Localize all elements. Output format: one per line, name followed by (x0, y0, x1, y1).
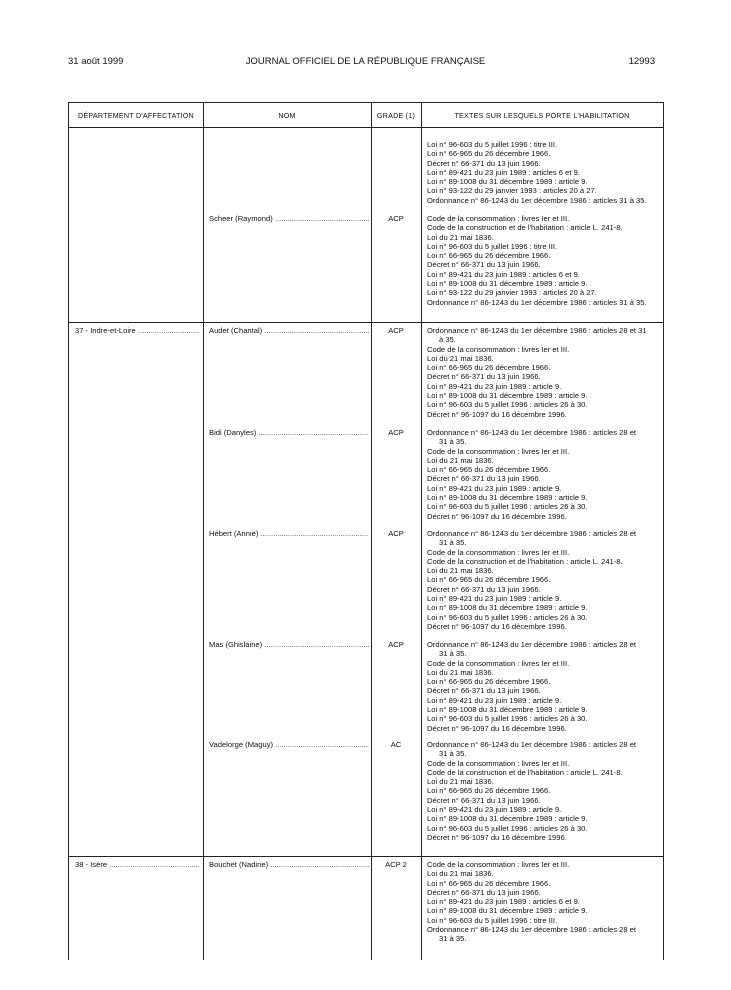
grade-cell (371, 529, 421, 538)
legal-text-line: Loi n° 66-965 du 26 décembre 1966. (427, 363, 551, 373)
texts-cell (427, 740, 659, 842)
table-header (69, 103, 663, 128)
legal-text-line: Loi n° 96-603 du 5 juillet 1996 : titre III. (427, 241, 558, 251)
legal-text-line: Loi n° 89-1008 du 31 décembre 1989 : article 9. (427, 814, 588, 824)
name-cell-text: Bidi (Danyles) (209, 428, 257, 437)
legal-text-line: Loi du 21 mai 1836. (427, 353, 494, 363)
grade-cell-text: ACP 2 (385, 860, 407, 869)
legal-text-line: 31 à 35. (439, 649, 467, 659)
legal-text-line: Décret n° 66-371 du 13 juin 1966. (427, 474, 541, 484)
legal-text-line: Loi n° 66-965 du 26 décembre 1966. (427, 786, 551, 796)
grade-cell-text: ACP (388, 640, 404, 649)
legal-text-line: Code de la consommation : livres Ier et III. (427, 344, 570, 354)
legal-text-line: Décret n° 66-371 du 13 juin 1966. (427, 372, 541, 382)
legal-text-line: Loi n° 89-421 du 23 juin 1989 : article 9. (427, 594, 562, 604)
legal-text-line: Décret n° 66-371 du 13 juin 1966. (427, 686, 541, 696)
grade-cell (371, 428, 421, 437)
column-divider (203, 103, 204, 960)
header-date: 31 août 1999 (68, 56, 124, 67)
name-cell (209, 529, 369, 538)
legal-text-line: Loi du 21 mai 1836. (427, 667, 494, 677)
legal-text-line: Décret n° 66-371 du 13 juin 1966. (427, 260, 541, 270)
legal-text-line: Loi n° 96-603 du 5 juillet 1996 : articles 26 à 30. (427, 714, 588, 724)
department-separator (69, 322, 663, 323)
department-separator (69, 856, 663, 857)
legal-text-line: Loi du 21 mai 1836. (427, 777, 494, 787)
name-cell-text: Audet (Chantal) (209, 326, 263, 335)
grade-cell (371, 214, 421, 223)
legal-text-line: Loi n° 89-1008 du 31 décembre 1989 : article 9. (427, 603, 588, 613)
name-cell-text: Vadelorge (Maguy) (209, 740, 274, 749)
texts-cell (427, 860, 659, 944)
legal-text-line: Loi n° 93-122 du 29 janvier 1993 : articles 20 à 27. (427, 288, 597, 298)
legal-text-line: Loi n° 96-603 du 5 juillet 1996 : titre III. (427, 140, 558, 149)
grade-cell (371, 860, 421, 869)
legal-text-line: Code de la consommation : livres Ier et III. (427, 214, 570, 223)
legal-text-line: Loi n° 66-965 du 26 décembre 1966. (427, 677, 551, 687)
legal-text-line: Ordonnance n° 86-1243 du 1er décembre 1986 : articles 28 et (427, 640, 637, 649)
legal-text-line: Loi n° 89-421 du 23 juin 1989 : articles 6 et 9. (427, 897, 580, 907)
legal-text-line: Loi n° 89-1008 du 31 décembre 1989 : article 9. (427, 493, 588, 503)
legal-text-line: Code de la consommation : livres Ier et III. (427, 658, 570, 668)
department-cell-text: 37 - Indre-et-Loire (75, 326, 136, 335)
grade-cell (371, 740, 421, 749)
name-cell-text: Mas (Ghislaine) (209, 640, 263, 649)
legal-text-line: 31 à 35. (439, 934, 467, 944)
legal-text-line: Ordonnance n° 86-1243 du 1er décembre 1986 : articles 31 à 35. (427, 195, 647, 205)
legal-text-line: Loi n° 89-421 du 23 juin 1989 : article 9. (427, 695, 562, 705)
legal-text-line: Loi n° 96-603 du 5 juillet 1996 : articles 26 à 30. (427, 502, 588, 512)
legal-text-line: Loi n° 89-421 du 23 juin 1989 : articles 6 et 9. (427, 167, 580, 177)
legal-text-line: Code de la construction et de l'habitation : article L. 241-8. (427, 223, 623, 233)
texts-cell (427, 140, 659, 205)
legal-text-line: Loi n° 89-1008 du 31 décembre 1989 : article 9. (427, 391, 588, 401)
legal-text-line: Décret n° 66-371 du 13 juin 1966. (427, 887, 541, 897)
texts-cell (427, 640, 659, 733)
texts-cell (427, 214, 659, 307)
legal-text-line: Loi du 21 mai 1836. (427, 566, 494, 576)
legal-text-line: 31 à 35. (439, 538, 467, 548)
grade-cell (371, 640, 421, 649)
legal-text-line: Loi n° 89-1008 du 31 décembre 1989 : article 9. (427, 906, 588, 916)
legal-text-line: Loi n° 89-421 du 23 juin 1989 : article 9. (427, 381, 562, 391)
page-number: 12993 (628, 56, 655, 67)
name-cell-text: Bouchet (Nadine) (209, 860, 269, 869)
legal-text-line: Loi n° 89-421 du 23 juin 1989 : article 9. (427, 805, 562, 815)
legal-text-line: Décret n° 96-1097 du 16 décembre 1996. (427, 621, 567, 631)
legal-text-line: Loi n° 89-421 du 23 juin 1989 : article 9. (427, 483, 562, 493)
legal-text-line: Loi n° 66-965 du 26 décembre 1966. (427, 465, 551, 475)
journal-title: JOURNAL OFFICIEL DE LA RÉPUBLIQUE FRANÇAISE (245, 56, 486, 67)
grade-cell-text: ACP (388, 214, 404, 223)
name-cell (209, 860, 369, 869)
legal-text-line: Ordonnance n° 86-1243 du 1er décembre 1986 : articles 28 et (427, 428, 637, 437)
name-cell (209, 740, 369, 749)
column-header-textes: TEXTES SUR LESQUELS PORTE L'HABILITATION (454, 111, 630, 120)
legal-text-line: Loi n° 66-965 du 26 décembre 1966. (427, 149, 551, 159)
legal-text-line: Loi du 21 mai 1836. (427, 455, 494, 465)
name-cell-text: Scheer (Raymond) (209, 214, 273, 223)
legal-text-line: Code de la consommation : livres Ier et III. (427, 547, 570, 557)
name-cell (209, 214, 369, 223)
legal-text-line: Décret n° 66-371 du 13 juin 1966. (427, 795, 541, 805)
legal-text-line: Décret n° 66-371 du 13 juin 1966. (427, 584, 541, 594)
legal-text-line: Ordonnance n° 86-1243 du 1er décembre 1986 : articles 28 et (427, 925, 637, 935)
legal-text-line: Loi n° 89-421 du 23 juin 1989 : articles 6 et 9. (427, 269, 580, 279)
grade-cell-text: ACP (388, 529, 404, 538)
legal-text-line: Code de la consommation : livres Ier et III. (427, 758, 570, 768)
department-cell (75, 326, 199, 335)
legal-text-line: Code de la consommation : livres Ier et III. (427, 446, 570, 456)
legal-text-line: 31 à 35. (439, 437, 467, 447)
legal-text-line: Ordonnance n° 86-1243 du 1er décembre 1986 : articles 28 et (427, 529, 637, 538)
legal-text-line: Loi n° 93-122 du 29 janvier 1993 : articles 20 à 27. (427, 186, 597, 196)
department-cell (75, 860, 199, 869)
grade-cell (371, 326, 421, 335)
legal-text-line: Code de la construction et de l'habitation : article L. 241-8. (427, 767, 623, 777)
legal-text-line: Loi n° 66-965 du 26 décembre 1966. (427, 878, 551, 888)
texts-cell (427, 529, 659, 631)
legal-text-line: Loi n° 96-603 du 5 juillet 1996 : articles 26 à 30. (427, 400, 588, 410)
department-cell-text: 38 - Isère (75, 860, 108, 869)
legal-text-line: Loi n° 96-603 du 5 juillet 1996 : titre III. (427, 915, 558, 925)
legal-text-line: Ordonnance n° 86-1243 du 1er décembre 1986 : articles 28 et 31 (427, 326, 647, 335)
column-header-departement: DÉPARTEMENT D'AFFECTATION (78, 111, 194, 120)
legal-text-line: Ordonnance n° 86-1243 du 1er décembre 1986 : articles 31 à 35. (427, 297, 647, 307)
legal-text-line: Loi n° 89-1008 du 31 décembre 1989 : article 9. (427, 177, 588, 187)
grade-cell-text: AC (390, 740, 402, 749)
legal-text-line: Loi n° 89-1008 du 31 décembre 1989 : article 9. (427, 705, 588, 715)
texts-cell (427, 428, 659, 521)
legal-text-line: Loi du 21 mai 1836. (427, 232, 494, 242)
legal-text-line: Loi du 21 mai 1836. (427, 869, 494, 879)
legal-text-line: Loi n° 96-603 du 5 juillet 1996 : articles 26 à 30. (427, 823, 588, 833)
name-cell-text: Hébert (Annie) (209, 529, 259, 538)
legal-text-line: Code de la consommation : livres Ier et III. (427, 860, 570, 869)
column-header-grade: GRADE (1) (376, 111, 416, 120)
texts-cell (427, 326, 659, 419)
legal-text-line: Loi n° 66-965 du 26 décembre 1966. (427, 575, 551, 585)
name-cell (209, 428, 369, 437)
legal-text-line: Loi n° 89-1008 du 31 décembre 1989 : article 9. (427, 279, 588, 289)
legal-text-line: 31 à 35. (439, 749, 467, 759)
legal-text-line: Décret n° 66-371 du 13 juin 1966. (427, 158, 541, 168)
legal-text-line: Décret n° 96-1097 du 16 décembre 1996. (427, 409, 567, 419)
column-header-nom: NOM (278, 111, 296, 120)
legal-text-line: Décret n° 96-1097 du 16 décembre 1996. (427, 832, 567, 842)
legal-text-line: Loi n° 96-603 du 5 juillet 1996 : articles 26 à 30. (427, 612, 588, 622)
legal-text-line: Décret n° 96-1097 du 16 décembre 1996. (427, 723, 567, 733)
legal-text-line: Code de la construction et de l'habitation : article L. 241-8. (427, 556, 623, 566)
legal-text-line: Ordonnance n° 86-1243 du 1er décembre 1986 : articles 28 et (427, 740, 637, 749)
habilitation-table (68, 102, 664, 960)
legal-text-line: Loi n° 66-965 du 26 décembre 1966. (427, 251, 551, 261)
name-cell (209, 326, 369, 335)
grade-cell-text: ACP (388, 428, 404, 437)
legal-text-line: à 35. (439, 335, 456, 345)
legal-text-line: Décret n° 96-1097 du 16 décembre 1996. (427, 511, 567, 521)
grade-cell-text: ACP (388, 326, 404, 335)
name-cell (209, 640, 369, 649)
column-divider (421, 103, 422, 960)
